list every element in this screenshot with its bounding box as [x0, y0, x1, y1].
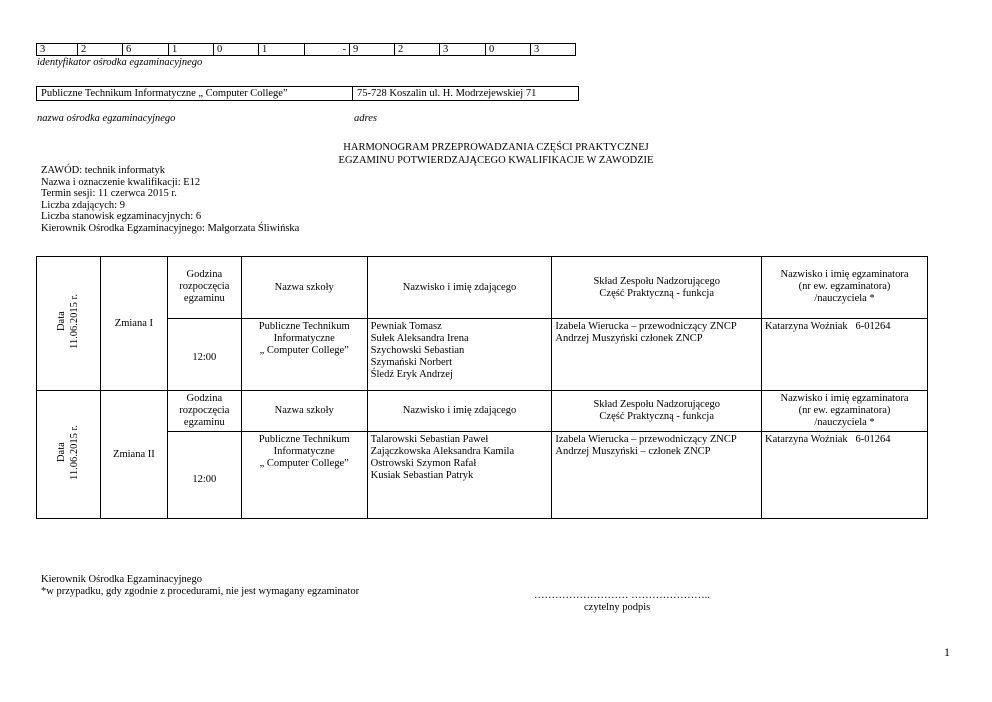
date-label: Data — [56, 311, 68, 332]
header-text: /nauczyciela * — [814, 417, 875, 428]
header-school: Nazwa szkoły — [241, 391, 367, 432]
header-students: Nazwisko i imię zdającego — [367, 391, 552, 432]
header-text: egzaminu — [183, 417, 225, 428]
shift1-examiner: Katarzyna Woźniak 6-01264 — [762, 319, 928, 391]
info-line: ZAWÓD: technik informatyk — [41, 165, 165, 176]
shift2-committee — [552, 432, 762, 519]
shift2-date-cell — [37, 391, 101, 519]
header-text: Część Praktyczną - funkcja — [599, 411, 714, 422]
header-text: Część Praktyczną - funkcja — [599, 287, 714, 299]
header-committee — [552, 257, 762, 319]
header-text: (nr ew. egzaminatora) — [798, 405, 891, 416]
center-name-label: nazwa ośrodka egzaminacyjnego — [37, 113, 176, 124]
exam-info — [41, 165, 299, 235]
center-address-box: 75-728 Koszalin ul. H. Modrzejewskiej 71 — [352, 86, 579, 101]
shift1-school — [241, 319, 367, 391]
student-name: Talarowski Sebastian Paweł — [370, 434, 489, 445]
header-text: Skład Zespołu Nadzorującego — [593, 275, 720, 287]
id-digit: 3 — [440, 44, 486, 56]
document-title-line2: EGZAMINU POTWIERDZAJĄCEGO KWALIFIKACJE W ZAWODZIE — [338, 155, 654, 166]
identifier-label: identyfikator ośrodka egzaminacyjnego — [37, 57, 203, 68]
center-address-label: adres — [354, 113, 377, 124]
header-text: (nr ew. egzaminatora) — [798, 281, 891, 292]
header-text: Godzina — [186, 269, 223, 280]
id-digit: 2 — [78, 44, 123, 56]
school-line: Publiczne Technikum — [258, 434, 350, 445]
footer-manager: Kierownik Ośrodka Egzaminacyjnego — [41, 574, 202, 585]
id-digit: 2 — [395, 44, 440, 56]
shift1-label: Zmiana I — [100, 257, 167, 391]
header-school: Nazwa szkoły — [241, 257, 367, 319]
info-line: Nazwa i oznaczenie kwalifikacji: E12 — [41, 176, 201, 188]
id-digit: 9 — [350, 44, 395, 56]
school-line: „ Computer College” — [259, 345, 349, 356]
student-name: Szychowski Sebastian — [370, 345, 465, 356]
header-text: Godzina — [186, 393, 223, 404]
header-text: egzaminu — [183, 293, 225, 304]
center-identifier-table — [36, 43, 576, 56]
page-number: 1 — [944, 645, 950, 659]
header-text: rozpoczęcia — [179, 281, 230, 292]
header-committee — [552, 391, 762, 432]
header-examiner — [762, 391, 928, 432]
student-name: Sułek Aleksandra Irena — [370, 333, 469, 344]
student-name: Pewniak Tomasz — [370, 321, 442, 332]
header-start-time — [167, 391, 241, 432]
committee-member: Izabela Wierucka – przewodniczący ZNCP — [555, 434, 737, 445]
footer-note: *w przypadku, gdy zgodnie z procedurami, nie jest wymagany egzaminator — [41, 586, 360, 597]
shift2-students — [367, 432, 552, 519]
student-name: Ostrowski Szymon Rafał — [370, 458, 477, 469]
header-text: Nazwisko i imię egzaminatora — [780, 393, 909, 404]
shift1-date-vertical — [55, 294, 81, 349]
date-value: 11.06.2015 r. — [69, 424, 81, 481]
header-start-time — [167, 257, 241, 319]
header-text: Skład Zespołu Nadzorującego — [593, 399, 720, 410]
shift2-time: 12:00 — [167, 432, 241, 519]
info-line: Kierownik Ośrodka Egzaminacyjnego: Małgorzata Śliwińska — [41, 222, 300, 234]
school-line: „ Computer College” — [259, 458, 349, 469]
committee-member: Andrzej Muszyński – członek ZNCP — [555, 446, 711, 457]
signature-caption: czytelny podpis — [584, 602, 651, 613]
id-digit: 3 — [531, 44, 576, 56]
shift1-students — [367, 319, 552, 391]
id-digit: 1 — [169, 44, 214, 56]
shift2-examiner: Katarzyna Woźniak 6-01264 — [762, 432, 928, 519]
document-title-line1: HARMONOGRAM PRZEPROWADZANIA CZĘŚCI PRAKTYCZNEJ — [343, 142, 649, 153]
shift2-date-vertical — [55, 425, 81, 480]
committee-member: Andrzej Muszyński członek ZNCP — [555, 333, 703, 344]
shift1-time: 12:00 — [167, 319, 241, 391]
student-name: Śledź Eryk Andrzej — [370, 369, 453, 380]
info-line: Liczba zdających: 9 — [41, 199, 125, 211]
schedule-table — [36, 256, 928, 519]
date-label: Data — [56, 442, 68, 463]
student-name: Szymański Norbert — [370, 357, 453, 368]
id-digit: - — [305, 44, 350, 56]
date-value: 11.06.2015 r. — [69, 293, 81, 350]
shift2-label: Zmiana II — [100, 391, 167, 519]
center-name-box: Publiczne Technikum Informatyczne „ Computer College” — [36, 86, 353, 101]
committee-member: Izabela Wierucka – przewodniczący ZNCP — [555, 321, 737, 332]
info-line: Liczba stanowisk egzaminacyjnych: 6 — [41, 211, 202, 223]
header-text: Nazwisko i imię egzaminatora — [780, 269, 909, 280]
student-name: Kusiak Sebastian Patryk — [370, 470, 474, 481]
signature-line: ……………………… ………………….. — [534, 590, 710, 601]
header-text: /nauczyciela * — [814, 293, 875, 304]
id-digit: 6 — [123, 44, 169, 56]
id-digit: 1 — [259, 44, 305, 56]
id-digit: 3 — [37, 44, 78, 56]
id-digit: 0 — [486, 44, 531, 56]
school-line: Informatyczne — [273, 446, 335, 457]
shift1-date-cell — [37, 257, 101, 391]
school-line: Informatyczne — [273, 333, 335, 344]
shift2-school — [241, 432, 367, 519]
info-line: Termin sesji: 11 czerwca 2015 r. — [41, 188, 177, 200]
header-text: rozpoczęcia — [179, 405, 230, 416]
student-name: Zajączkowska Aleksandra Kamila — [370, 446, 515, 457]
header-examiner — [762, 257, 928, 319]
id-digit: 0 — [214, 44, 259, 56]
shift1-committee — [552, 319, 762, 391]
school-line: Publiczne Technikum — [258, 321, 350, 332]
header-students: Nazwisko i imię zdającego — [367, 257, 552, 319]
